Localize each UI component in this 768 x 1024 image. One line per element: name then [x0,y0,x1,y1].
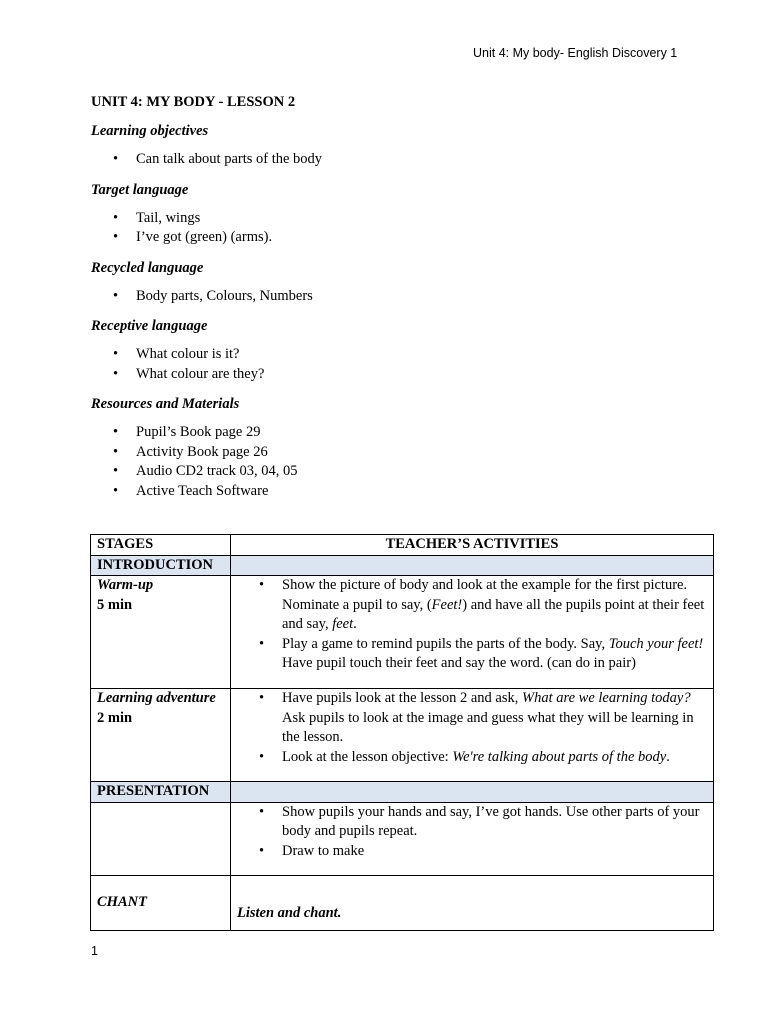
table-row [91,576,714,689]
table-row [91,689,714,782]
list-item: • Body parts, Colours, Numbers [91,287,715,307]
list-item: • Draw to make [237,842,707,862]
list-item: • What colour are they? [91,365,715,385]
warmup-name: Warm-up [97,577,154,593]
list-item: • I’ve got (green) (arms). [91,228,715,248]
warmup-time: 5 min [97,596,133,613]
section-heading-recycled-language: Recycled language [91,259,204,276]
presentation-band [91,782,714,803]
presentation-label: PRESENTATION [91,782,231,803]
table-row [91,875,714,930]
header-teachers-activities: TEACHER’S ACTIVITIES [231,535,714,556]
introduction-band [91,555,714,576]
list-item: • Show pupils your hands and say, I’ve got hands. Use other parts of your body and pupils repeat. [237,803,707,842]
list-item: • Show the picture of body and look at the example for the first picture. Nominate a pupil to say, (Feet!) and have all the pupils point at their feet and say, feet. [237,576,707,635]
objectives-list [91,150,715,170]
list-item: • Active Teach Software [91,482,715,502]
list-item: • Activity Book page 26 [91,443,715,463]
recycled-language-list [91,287,715,307]
adventure-time: 2 min [97,709,133,726]
page-header: Unit 4: My body- English Discovery 1 [473,46,678,60]
warmup-stage-cell [91,576,231,689]
list-item: • Pupil’s Book page 29 [91,423,715,443]
section-heading-resources: Resources and Materials [91,396,240,412]
target-language-list [91,209,715,248]
introduction-label: INTRODUCTION [91,555,231,576]
list-item: • Can talk about parts of the body [91,150,715,170]
lesson-content [91,93,715,512]
adventure-activities-cell [231,689,714,782]
list-item: • Tail, wings [91,209,715,229]
presentation-stage-cell [91,802,231,875]
section-heading-objectives: Learning objectives [91,123,209,139]
table-header-row [91,535,714,556]
stages-table [90,534,714,931]
receptive-language-list [91,345,715,384]
section-heading-receptive-language: Receptive language [91,318,208,334]
warmup-activities-cell [231,576,714,689]
resources-list [91,423,715,501]
lesson-title: UNIT 4: MY BODY - LESSON 2 [91,94,296,110]
list-item: • Audio CD2 track 03, 04, 05 [91,462,715,482]
chant-stage-cell [91,875,231,930]
chant-activity: Listen and chant. [237,905,342,921]
list-item: • What colour is it? [91,345,715,365]
adventure-name: Learning adventure [97,690,216,706]
chant-activities-cell [231,875,714,930]
list-item: • Have pupils look at the lesson 2 and ask, What are we learning today? Ask pupils to look at the image and guess what they will be learning in the lesson. [237,689,707,748]
header-stages: STAGES [91,535,231,556]
chant-name: CHANT [97,893,147,910]
list-item: • Play a game to remind pupils the parts of the body. Say, Touch your feet! Have pupil touch their feet and say the word. (can do in pair) [237,635,707,674]
table-row [91,802,714,875]
presentation-activities-cell [231,802,714,875]
adventure-stage-cell [91,689,231,782]
list-item: • Look at the lesson objective: We're talking about parts of the body. [237,748,707,768]
page-number: 1 [91,944,98,958]
section-heading-target-language: Target language [91,181,189,198]
